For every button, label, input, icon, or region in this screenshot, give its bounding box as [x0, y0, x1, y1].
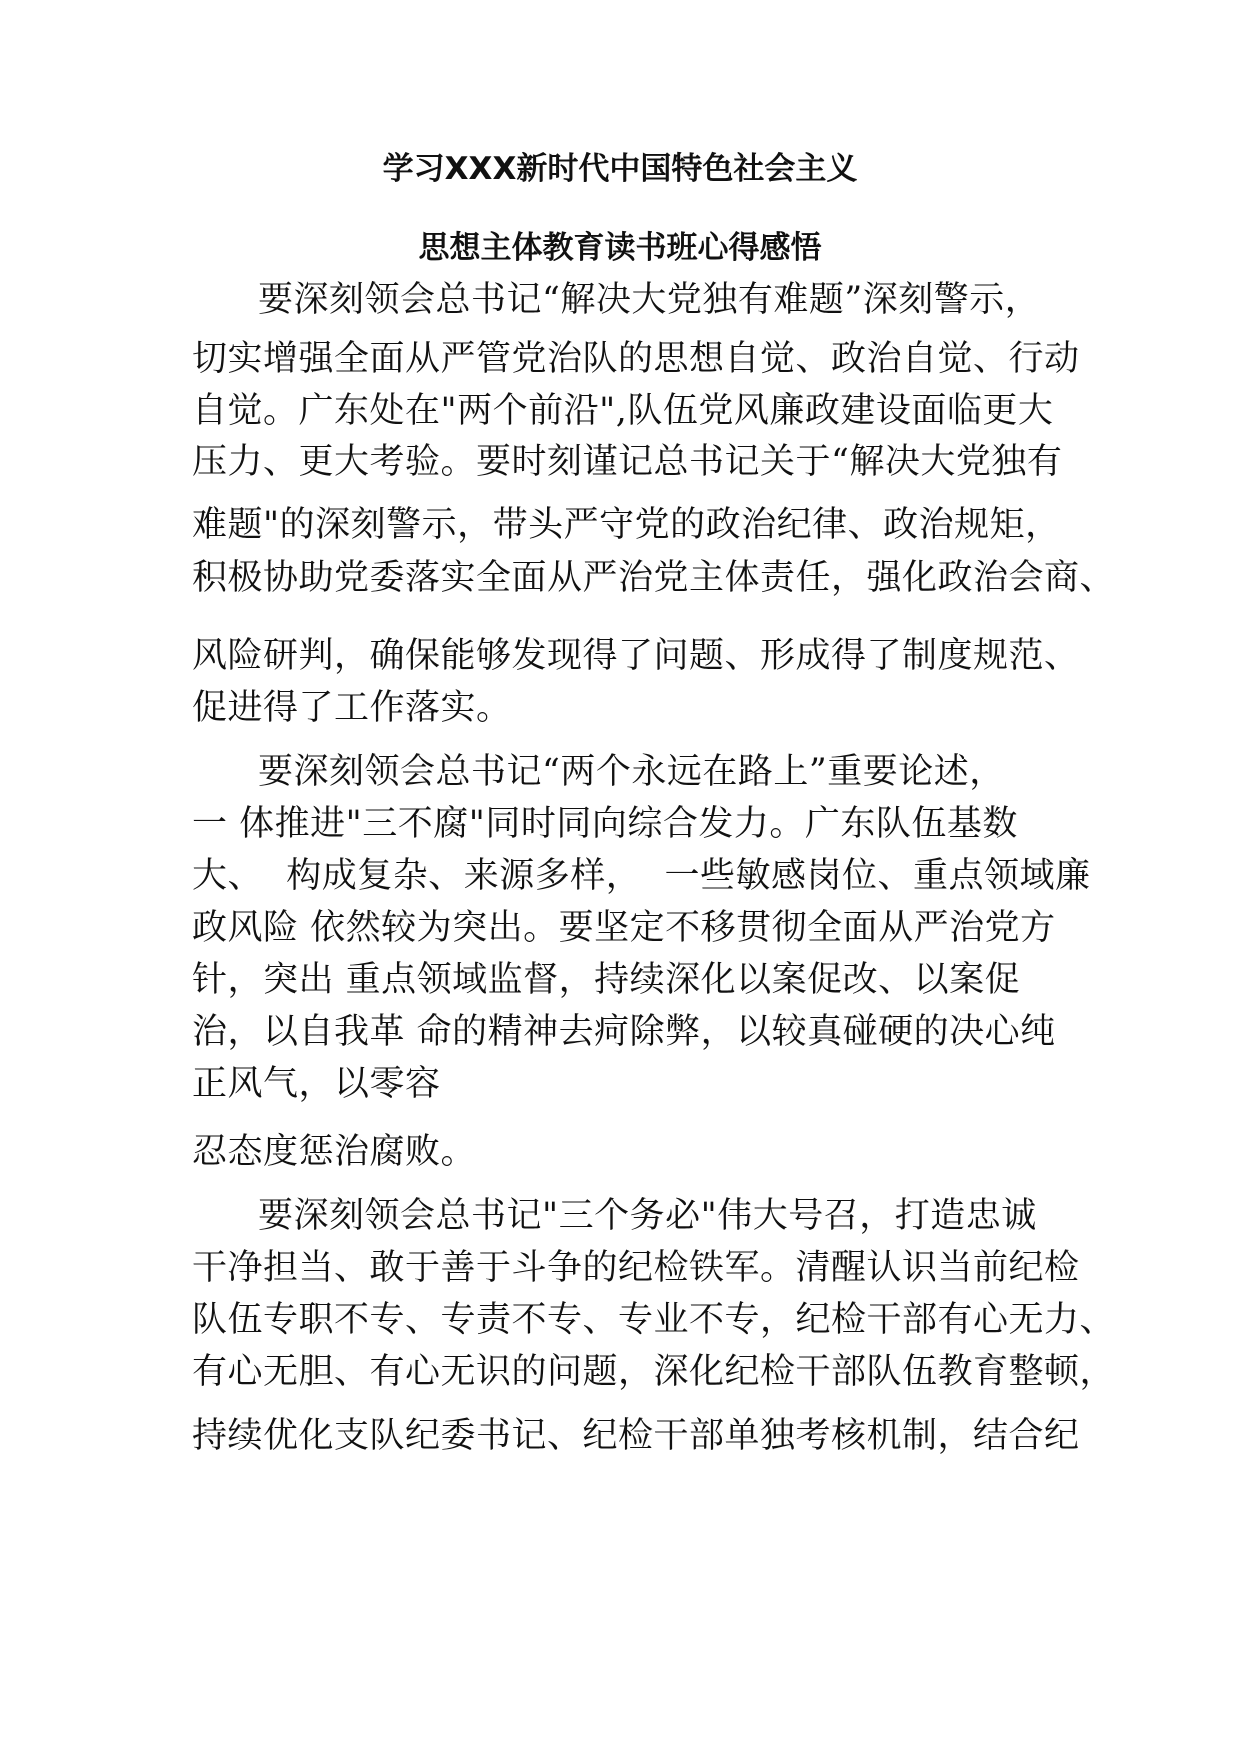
paragraph-3-line-1: 要深刻领会总书记"三个务必"伟大号召，打造忠诚	[258, 1196, 1037, 1236]
paragraph-1-line-7: 风险研判，确保能够发现得了问题、形成得了制度规范、	[192, 636, 1080, 676]
paragraph-3-line-2: 干净担当、敢于善于斗争的纪检铁军。清醒认识当前纪检	[192, 1248, 1080, 1288]
paragraph-2-line-1: 要深刻领会总书记“两个永远在路上”重要论述，	[258, 752, 1005, 792]
paragraph-1-line-3: 自觉。广东处在"两个前沿",队伍党风廉政建设面临更大	[192, 391, 1054, 431]
paragraph-3-line-5: 持续优化支队纪委书记、纪检干部单独考核机制，结合纪	[192, 1416, 1080, 1456]
paragraph-1-line-1: 要深刻领会总书记“解决大党独有难题”深刻警示，	[258, 280, 1041, 320]
paragraph-2-line-7: 正风气，以零容	[192, 1064, 441, 1104]
paragraph-1-line-5: 难题"的深刻警示，带头严守党的政治纪律、政治规矩，	[192, 505, 1061, 545]
document-title-line-2: 思想主体教育读书班心得感悟	[418, 230, 822, 266]
paragraph-2-line-2: 一 体推进"三不腐"同时同向综合发力。广东队伍基数	[192, 804, 1018, 844]
paragraph-3-line-3: 队伍专职不专、专责不专、专业不专，纪检干部有心无力、	[192, 1300, 1116, 1340]
paragraph-2-line-8: 忍态度惩治腐败。	[192, 1132, 477, 1172]
paragraph-3-line-4: 有心无胆、有心无识的问题，深化纪检干部队伍教育整顿，	[192, 1352, 1116, 1392]
paragraph-2-line-4: 政风险 依然较为突出。要坚定不移贯彻全面从严治党方	[192, 908, 1056, 948]
paragraph-2-line-6: 治，以自我革 命的精神去疴除弊，以较真碰硬的决心纯	[192, 1012, 1056, 1052]
paragraph-1-line-4: 压力、更大考验。要时刻谨记总书记关于“解决大党独有	[192, 442, 1063, 482]
paragraph-1-line-8: 促进得了工作落实。	[192, 688, 512, 728]
paragraph-2-line-5: 针，突出 重点领域监督，持续深化以案促改、以案促	[192, 960, 1021, 1000]
paragraph-2-line-3: 大、 构成复杂、来源多样， 一些敏感岗位、重点领域廉	[192, 856, 1091, 896]
paragraph-1-line-6: 积极协助党委落实全面从严治党主体责任，强化政治会商、	[192, 558, 1116, 598]
document-title-line-1: 学习XXX新时代中国特色社会主义	[382, 151, 858, 187]
paragraph-1-line-2: 切实增强全面从严管党治队的思想自觉、政治自觉、行动	[192, 339, 1080, 379]
